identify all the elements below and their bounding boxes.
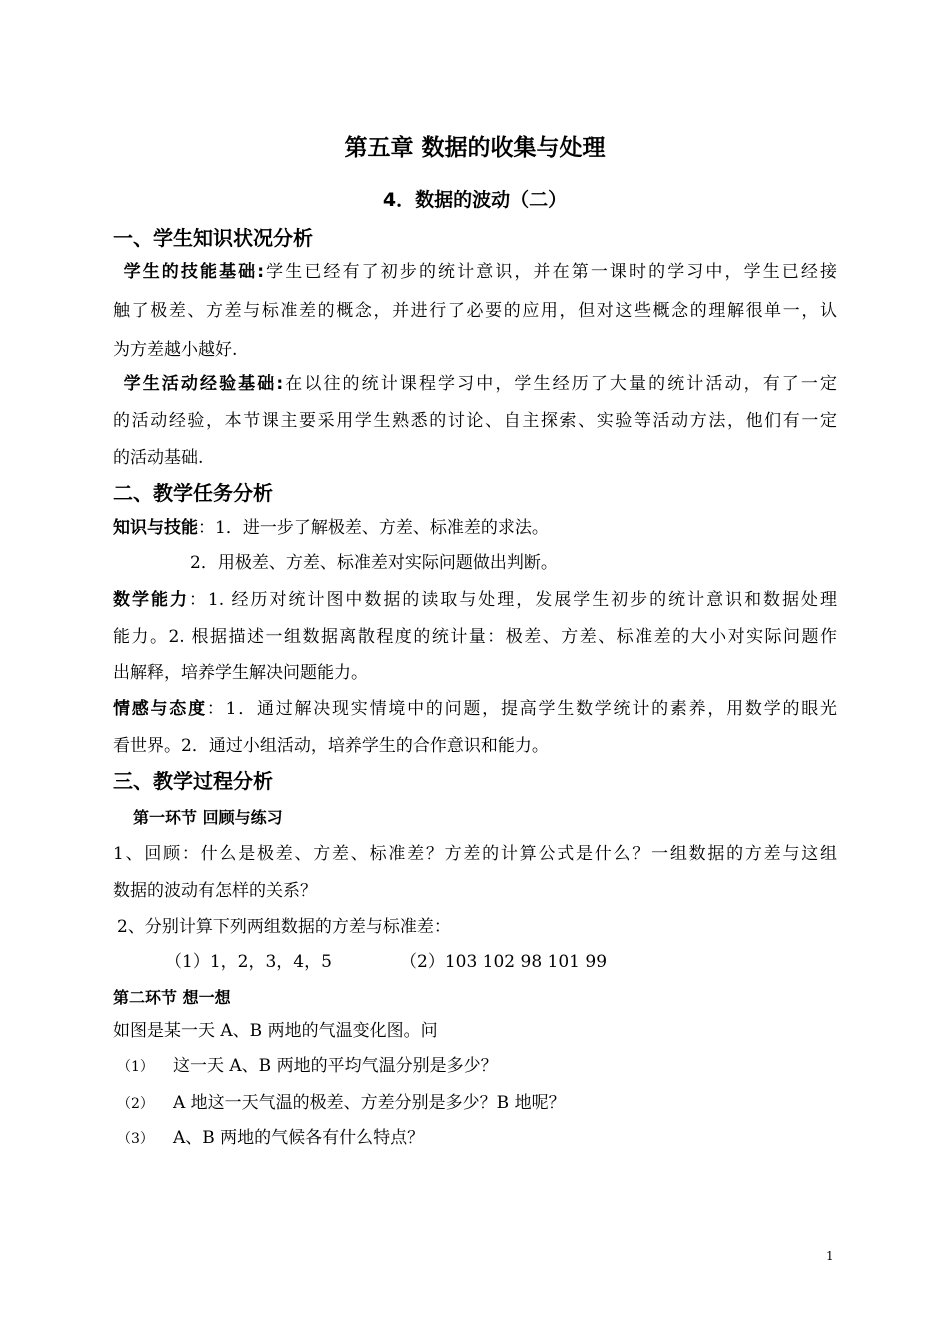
attitude-line-1 xyxy=(113,697,837,721)
question-text: A、B 两地的气候各有什么特点？ xyxy=(173,1128,425,1148)
exercise-text: 2、分别计算下列两组数据的方差与标准差： xyxy=(117,917,451,937)
page-number: 1 xyxy=(826,1249,834,1263)
data-group-2: （2）103 102 98 101 99 xyxy=(400,952,608,972)
section-heading-2: 二、教学任务分析 xyxy=(113,481,273,505)
skill-text-1: 学生已经有了初步的统计意识，并在第一课时的学习中，学生已经接 xyxy=(264,262,837,282)
question-number: （3） xyxy=(117,1131,154,1147)
ability-text-1: ：1. 经历对统计图中数据的读取与处理，发展学生初步的统计意识和数据处理 xyxy=(188,590,838,610)
skill-text-2: 触了极差、方差与标准差的概念，并进行了必要的应用，但对这些概念的理解很单一，认 xyxy=(113,301,837,321)
question-3 xyxy=(117,1126,424,1151)
attitude-text-1: ：1．通过解决现实情境中的问题，提高学生数学统计的素养，用数学的眼光 xyxy=(206,699,837,719)
question-text: A 地这一天气温的极差、方差分别是多少？B 地呢？ xyxy=(173,1093,566,1113)
experience-text-3: 的活动基础. xyxy=(113,448,204,468)
page-title: 第五章 数据的收集与处理 xyxy=(344,135,606,161)
step-2-title: 第二环节 想一想 xyxy=(113,988,231,1007)
section-heading-3: 三、教学过程分析 xyxy=(113,769,273,793)
question-number: （1） xyxy=(117,1059,154,1075)
question-2 xyxy=(117,1091,566,1116)
question-text: 这一天 A、B 两地的平均气温分别是多少？ xyxy=(173,1056,498,1076)
data-group-1: （1）1，2，3，4，5 xyxy=(165,952,332,972)
lesson-subtitle: 4．数据的波动（二） xyxy=(382,189,568,211)
ability-text-2: 能力。2. 根据描述一组数据离散程度的统计量：极差、方差、标准差的大小对实际问题作 xyxy=(113,627,837,647)
experience-paragraph-line-1 xyxy=(113,372,837,396)
attitude-label: 情感与态度 xyxy=(113,699,207,719)
question-number: （2） xyxy=(117,1096,154,1112)
question-1 xyxy=(117,1054,498,1079)
skill-text-3: 为方差越小越好. xyxy=(113,340,238,360)
review-text-2: 数据的波动有怎样的关系？ xyxy=(113,881,317,901)
knowledge-item-2: 2．用极差、方差、标准差对实际问题做出判断。 xyxy=(190,553,558,573)
ability-text-3: 出解释，培养学生解决问题能力。 xyxy=(113,663,368,683)
ability-line-1 xyxy=(113,588,837,612)
step-1-title: 第一环节 回顾与练习 xyxy=(133,808,283,827)
knowledge-label: 知识与技能 xyxy=(113,518,198,538)
attitude-text-2: 看世界。2．通过小组活动，培养学生的合作意识和能力。 xyxy=(113,736,549,756)
experience-text-2: 的活动经验，本节课主要采用学生熟悉的讨论、自主探索、实验等活动方法，他们有一定 xyxy=(113,411,837,431)
chart-intro-text: 如图是某一天 A、B 两地的气温变化图。问 xyxy=(113,1021,438,1041)
experience-label: 学生活动经验基础: xyxy=(121,374,284,394)
knowledge-item-1: ：1．进一步了解极差、方差、标准差的求法。 xyxy=(198,518,549,538)
skill-label: 学生的技能基础: xyxy=(121,262,265,282)
section-heading-1: 一、学生知识状况分析 xyxy=(113,226,313,250)
experience-text-1: 在以往的统计课程学习中，学生经历了大量的统计活动，有了一定 xyxy=(283,374,837,394)
skill-paragraph-line-1 xyxy=(113,260,837,284)
review-text-1: 1、回顾：什么是极差、方差、标准差？方差的计算公式是什么？一组数据的方差与这组 xyxy=(113,844,837,864)
ability-label: 数学能力 xyxy=(113,590,189,610)
knowledge-line-1 xyxy=(113,516,549,540)
